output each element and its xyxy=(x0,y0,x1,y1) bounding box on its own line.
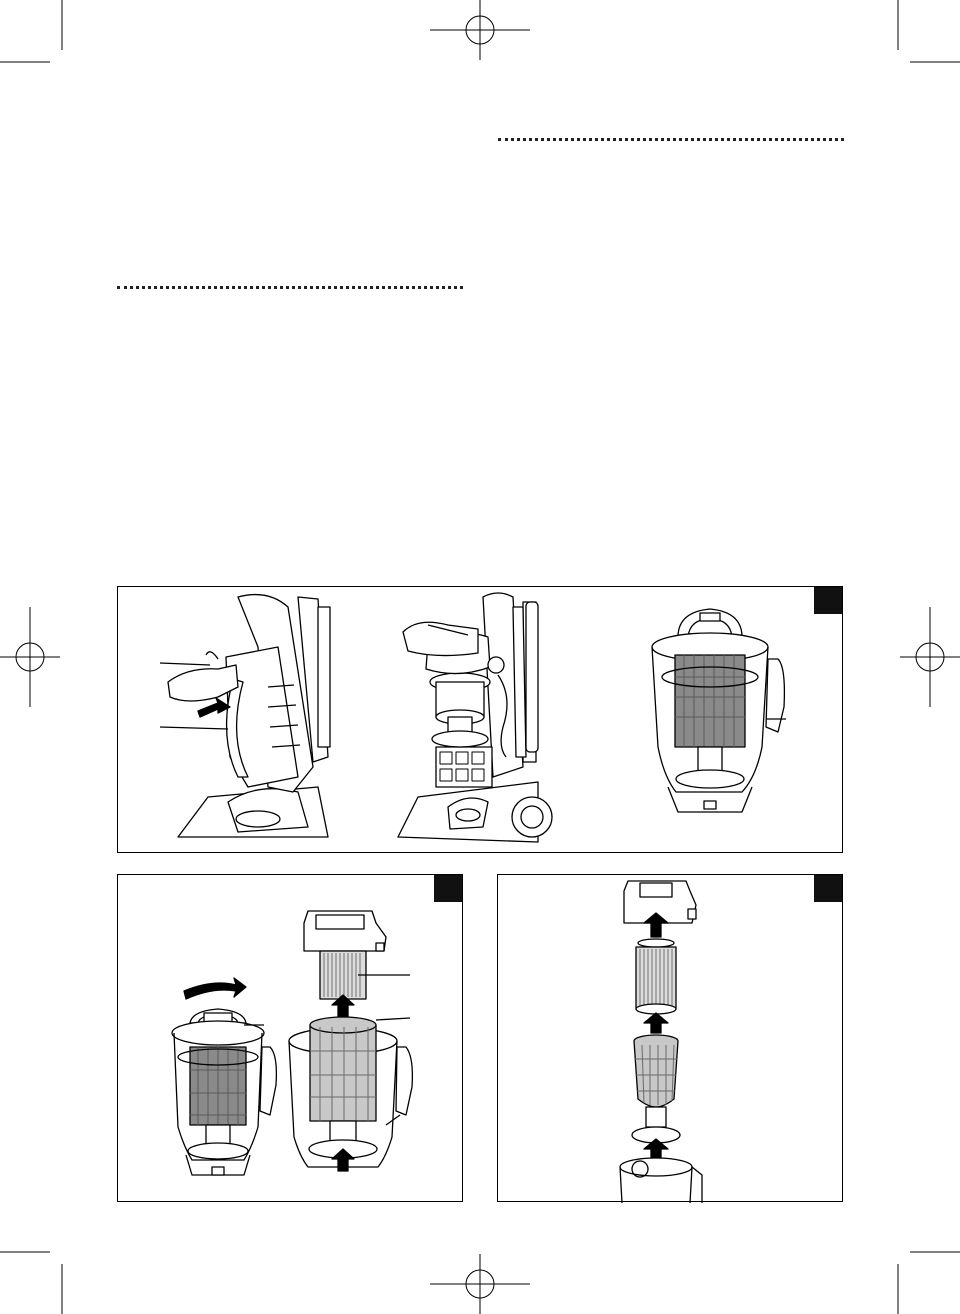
figure-bottom-left-illustration xyxy=(118,875,464,1203)
figure-top-illustration xyxy=(118,587,844,854)
figure-bottom-right xyxy=(497,874,843,1202)
section-rule-left xyxy=(117,286,463,289)
lid-and-filter-lifted xyxy=(304,911,410,1017)
figure-bottom-right-illustration xyxy=(498,875,844,1203)
dust-container-illustration xyxy=(652,609,786,812)
up-arrow-icon xyxy=(644,1013,668,1033)
twist-arrow-icon xyxy=(184,978,246,999)
container-closed xyxy=(172,1009,276,1175)
vacuum-illustration-2 xyxy=(398,593,552,842)
section-rule-right xyxy=(498,138,844,141)
figure-top xyxy=(117,586,843,853)
vacuum-illustration-1 xyxy=(160,595,330,837)
figure-bottom-left xyxy=(117,874,463,1202)
mesh-filter xyxy=(632,1035,680,1143)
container-bottom xyxy=(620,1158,702,1203)
pleated-filter xyxy=(636,939,676,1014)
container-open xyxy=(289,1017,412,1171)
